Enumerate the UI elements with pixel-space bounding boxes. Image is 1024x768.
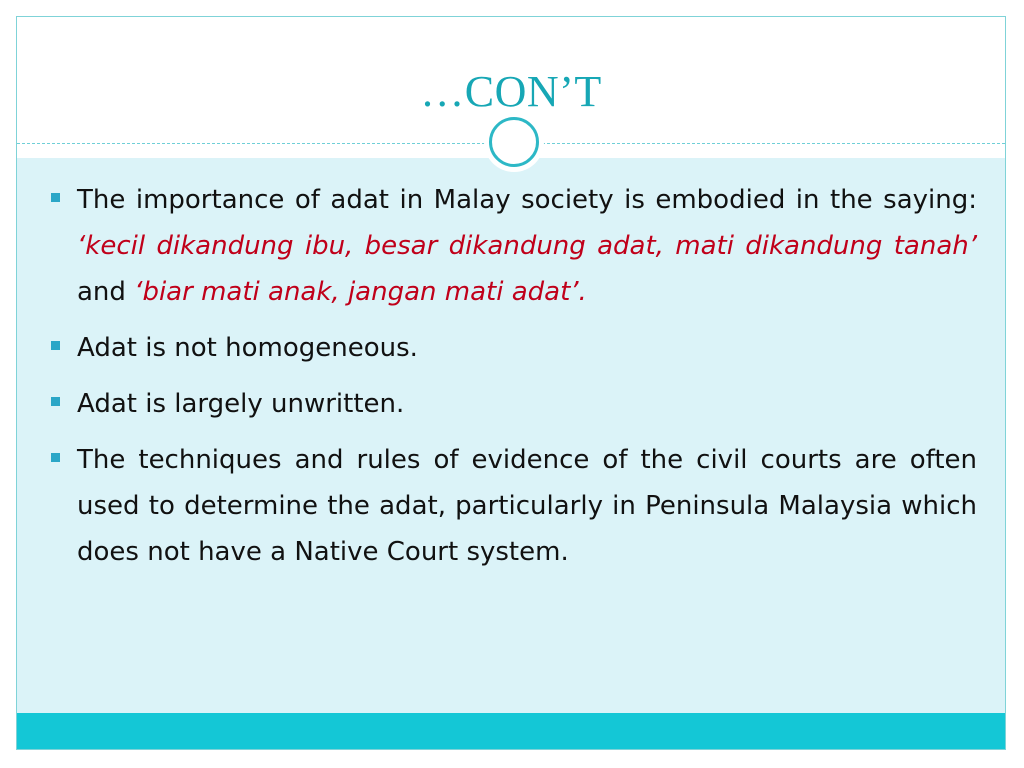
- bullet-text: The importance of adat in Malay society is embodied in the saying:: [77, 185, 977, 215]
- bullet-list: [49, 177, 977, 585]
- bullet-item: [49, 325, 977, 371]
- malay-saying-quote: ‘kecil dikandung ibu, besar dikandung adat, mati dikandung tanah’: [77, 231, 977, 261]
- slide-frame: [16, 16, 1006, 750]
- bullet-text: Adat is not homogeneous.: [77, 333, 418, 363]
- bullet-text: The techniques and rules of evidence of the civil courts are often used to determine the adat, particularly in Peninsula Malaysia which does not have a Native Court system.: [77, 445, 977, 567]
- bullet-square-icon: [51, 397, 60, 406]
- circle-ornament-icon: [489, 117, 539, 167]
- bullet-item: [49, 437, 977, 575]
- malay-saying-quote: ‘biar mati anak, jangan mati adat’.: [134, 277, 587, 307]
- bullet-square-icon: [51, 453, 60, 462]
- bottom-accent-bar: [17, 713, 1005, 749]
- bullet-item: [49, 381, 977, 427]
- bullet-item: [49, 177, 977, 315]
- slide-title: …CON’T: [420, 67, 602, 116]
- bullet-square-icon: [51, 341, 60, 350]
- bullet-text: Adat is largely unwritten.: [77, 389, 405, 419]
- bullet-square-icon: [51, 193, 60, 202]
- bullet-text-connector: and: [77, 277, 135, 307]
